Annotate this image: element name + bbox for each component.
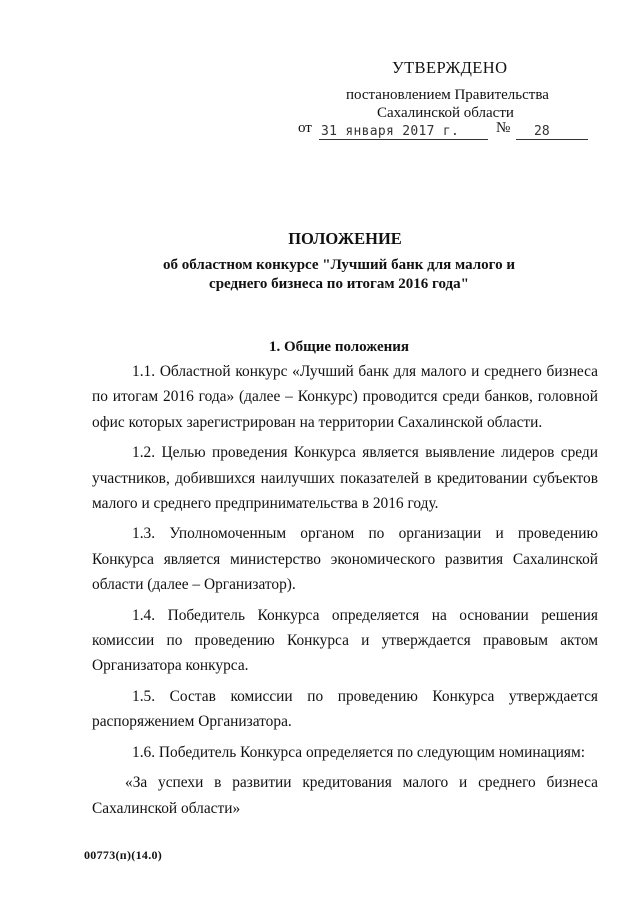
approval-heading: УТВЕРЖДЕНО: [392, 58, 508, 77]
document-subtitle: [0, 256, 640, 294]
paragraph-1-6: 1.6. Победитель Конкурса определяется по следующим номинациям:: [132, 743, 585, 761]
section-body: [92, 359, 598, 826]
number-label: №: [496, 120, 511, 136]
decree-line-2: Сахалинской области: [377, 105, 514, 121]
decree-line-1: постановлением Правительства: [346, 87, 549, 103]
from-label: от: [298, 120, 312, 136]
decree-number: 28: [516, 124, 588, 140]
paragraph-1-2: 1.2. Целью проведения Конкурса является выявление лидеров среди участников, добившихся наилучших показателей в кредитовании субъектов малого и среднего предпринимательства в 2016 году.: [92, 444, 598, 513]
paragraph-1-1: 1.1. Областной конкурс «Лучший банк для малого и среднего бизнеса по итогам 2016 года» (далее – Конкурс) проводится среди банков, головной офис которых зарегистрирован на территории Сахалинской области.: [92, 363, 598, 431]
paragraph-1-3: 1.3. Уполномоченным органом по организации и проведению Конкурса является министерство экономического развития Сахалинской области (далее – Организатор).: [92, 525, 598, 594]
approval-block: [0, 0, 640, 150]
paragraph-1-4: 1.4. Победитель Конкурса определяется на основании решения комиссии по проведению Конкурса и утверждается правовым актом Организатора конкурса.: [92, 606, 598, 675]
paragraph-1-5: 1.5. Состав комиссии по проведению Конкурса утверждается распоряжением Организатора.: [92, 687, 598, 731]
document-code: 00773(п)(14.0): [84, 848, 163, 862]
subtitle-line-2: среднего бизнеса по итогам 2016 года": [209, 276, 469, 292]
section-heading: 1. Общие положения: [268, 339, 410, 355]
subtitle-line-1: об областном конкурсе "Лучший банк для малого и: [163, 257, 515, 273]
document-title: ПОЛОЖЕНИЕ: [288, 229, 402, 248]
decree-date: 31 января 2017 г.: [319, 124, 488, 140]
nomination-item: «За успехи в развитии кредитования малого и среднего бизнеса Сахалинской области»: [92, 774, 598, 817]
